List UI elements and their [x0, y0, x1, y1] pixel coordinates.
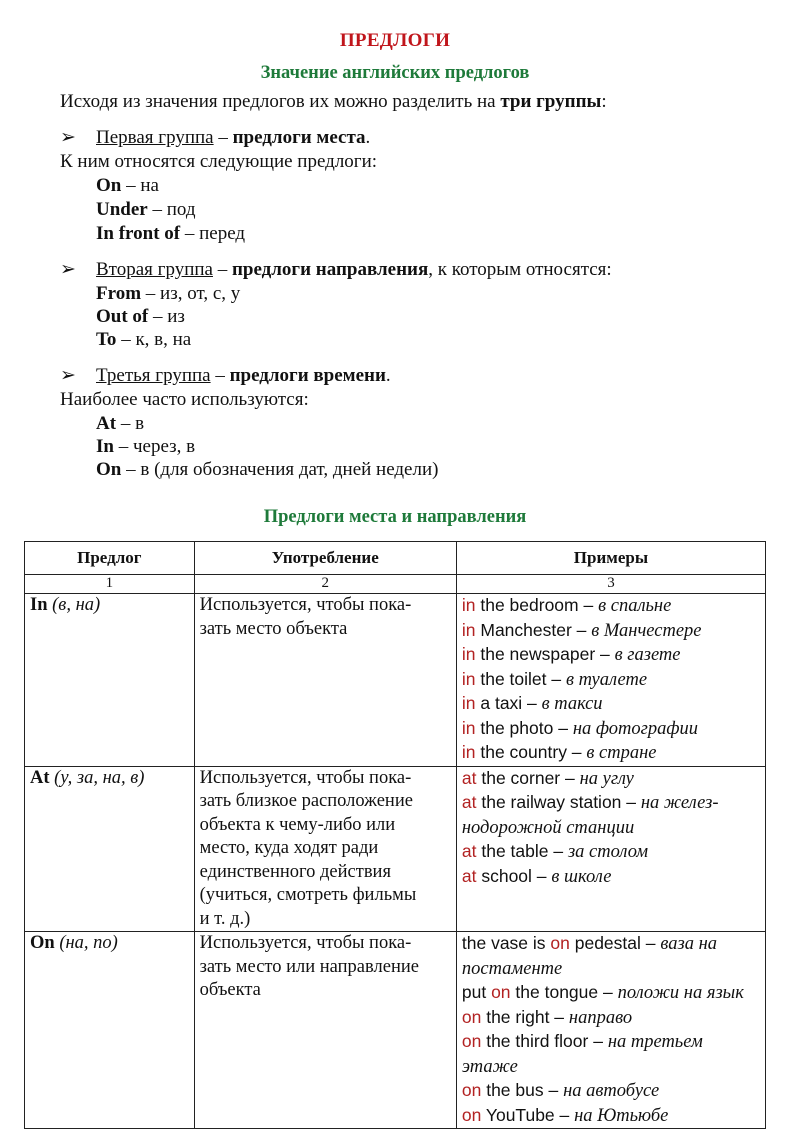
example-line	[462, 981, 760, 1006]
example-line	[462, 767, 760, 792]
example-line	[462, 1104, 760, 1129]
group-name: Первая группа	[96, 127, 214, 148]
section-subtitle-table: Предлоги места и направления	[263, 507, 527, 527]
column-number: 2	[194, 575, 456, 594]
usage-line: зать место или направление	[199, 956, 419, 977]
preposition-word: On	[30, 933, 55, 953]
group-tail: .	[385, 365, 391, 386]
section-subtitle-meaning: Значение английских предлогов	[260, 63, 530, 83]
group-tail: , к которым относятся:	[428, 259, 612, 280]
example-phrase: YouTube –	[481, 1104, 575, 1125]
preposition-word: In front of	[96, 223, 181, 244]
example-phrase: the third floor –	[481, 1031, 608, 1051]
dash: –	[210, 365, 230, 386]
preposition-word: Out of	[96, 306, 149, 327]
example-keyword: in	[461, 717, 476, 738]
column-number: 1	[25, 575, 195, 594]
example-translation: на третьем	[607, 1032, 703, 1052]
examples-cell	[456, 594, 765, 767]
example-translation: в такси	[541, 694, 603, 714]
page-title: ПРЕДЛОГИ	[339, 30, 451, 51]
preposition-meaning: – из, от, с, у	[141, 283, 241, 304]
example-translation: ваза на	[660, 934, 718, 954]
usage-line: место, куда ходят ради	[199, 838, 379, 858]
preposition-translation: (у, за, на, в)	[49, 767, 145, 788]
arrow-icon: ➢	[60, 127, 76, 148]
example-phrase: the corner –	[476, 767, 580, 788]
group-heading-3	[60, 364, 391, 388]
preposition-item	[96, 412, 144, 436]
example-line	[462, 594, 760, 619]
example-line	[462, 1030, 760, 1055]
group-name: Вторая группа	[96, 259, 213, 280]
example-phrase: a taxi –	[475, 693, 542, 713]
example-translation: в туалете	[565, 669, 648, 690]
example-translation: в школе	[551, 866, 612, 887]
usage-line: объекта к чему-либо или	[199, 814, 396, 835]
example-keyword: in	[461, 619, 476, 640]
column-number: 3	[456, 575, 765, 594]
example-keyword: on	[461, 1006, 482, 1027]
example-translation: в Манчестере	[591, 620, 702, 641]
arrow-icon: ➢	[60, 365, 76, 386]
example-keyword: in	[461, 693, 476, 713]
example-keyword: at	[461, 767, 477, 788]
usage-cell	[194, 932, 456, 1129]
preposition-word: At	[30, 767, 50, 788]
group-name: Третья группа	[96, 365, 211, 386]
example-translation: в стране	[586, 743, 657, 763]
usage-line: объекта	[199, 980, 261, 1000]
example-line	[462, 1079, 760, 1104]
preposition-word: In	[96, 436, 114, 457]
column-header: Употребление	[194, 542, 456, 575]
example-phrase: pedestal –	[569, 933, 661, 953]
example-keyword: on	[461, 1031, 482, 1051]
preposition-word: In	[30, 595, 48, 615]
preposition-word: From	[96, 283, 142, 304]
preposition-meaning: – в (для обозначения дат, дней недели)	[121, 459, 439, 480]
table-row	[25, 932, 766, 1129]
usage-line: Используется, чтобы пока-	[199, 767, 412, 788]
column-number-row	[25, 575, 766, 594]
intro-text: Исходя из значения предлогов их можно разделить на	[60, 91, 501, 112]
example-line-continued	[462, 816, 760, 841]
preposition-item	[96, 435, 195, 459]
example-translation: на углу	[579, 768, 634, 789]
usage-line: Используется, чтобы пока-	[199, 595, 412, 615]
example-phrase: the newspaper –	[475, 644, 615, 664]
example-line	[462, 741, 760, 766]
group-heading-1	[60, 126, 370, 150]
preposition-meaning: – на	[121, 175, 159, 196]
column-header: Примеры	[456, 542, 765, 575]
example-keyword: in	[461, 742, 476, 762]
example-line	[462, 668, 760, 693]
example-keyword: at	[461, 792, 477, 812]
preposition-item	[96, 198, 196, 222]
example-translation: на автобусе	[563, 1081, 660, 1101]
dash: –	[212, 259, 232, 280]
example-phrase: the bus –	[481, 1080, 564, 1100]
example-phrase: Manchester –	[475, 619, 592, 640]
preposition-meaning: – через, в	[113, 436, 196, 457]
example-phrase: the toilet –	[475, 668, 566, 689]
example-keyword: in	[461, 668, 476, 689]
example-keyword: at	[461, 841, 477, 861]
usage-line: (учиться, смотреть фильмы	[199, 885, 417, 905]
preposition-item	[96, 174, 159, 198]
prepositions-table	[24, 541, 766, 1129]
preposition-meaning: – перед	[180, 223, 246, 244]
group-desc-1: К ним относятся следующие предлоги:	[60, 151, 378, 172]
preposition-word: On	[96, 175, 122, 196]
example-phrase: the bedroom –	[475, 595, 599, 615]
preposition-word: To	[96, 329, 117, 350]
examples-cell	[456, 766, 765, 932]
preposition-item	[96, 222, 245, 246]
preposition-word: On	[96, 459, 122, 480]
example-line	[462, 643, 760, 668]
group-heading-2	[60, 258, 612, 282]
usage-line: зать место объекта	[199, 618, 348, 639]
example-line-continued	[462, 1055, 760, 1080]
example-line-continued	[462, 957, 760, 982]
example-line	[462, 619, 760, 644]
arrow-icon: ➢	[60, 259, 76, 280]
table-body	[25, 594, 766, 1129]
preposition-cell	[25, 594, 195, 767]
example-translation: направо	[568, 1007, 633, 1028]
example-keyword: on	[461, 1080, 482, 1100]
example-translation: нодорожной станции	[461, 817, 635, 838]
example-translation: на фотографии	[572, 718, 698, 739]
preposition-item	[96, 282, 240, 306]
example-line	[462, 791, 760, 816]
group-type: предлоги места	[232, 127, 366, 148]
example-translation: за столом	[567, 842, 649, 862]
preposition-meaning: – из	[148, 306, 185, 327]
example-keyword: at	[461, 865, 477, 886]
preposition-cell	[25, 766, 195, 932]
example-phrase: the tongue –	[510, 982, 618, 1002]
example-line	[462, 865, 760, 890]
example-phrase: the railway station –	[476, 792, 641, 812]
preposition-meaning: – под	[147, 199, 196, 220]
usage-line: зать близкое расположение	[199, 791, 413, 811]
example-keyword: in	[461, 644, 476, 664]
table-row	[25, 594, 766, 767]
group-desc-3: Наиболее часто используются:	[60, 389, 309, 410]
intro-end: :	[601, 91, 607, 112]
usage-line: Используется, чтобы пока-	[199, 933, 412, 953]
table-row	[25, 766, 766, 932]
example-translation: этаже	[461, 1056, 518, 1077]
column-header: Предлог	[25, 542, 195, 575]
group-type: предлоги времени	[229, 365, 386, 386]
usage-cell	[194, 594, 456, 767]
example-keyword: on	[461, 1104, 482, 1125]
example-line	[462, 840, 760, 865]
example-line	[462, 932, 760, 957]
usage-line: и т. д.)	[199, 908, 251, 929]
example-phrase: the country –	[475, 742, 587, 762]
preposition-item	[96, 458, 438, 482]
example-prefix: the vase is	[461, 933, 551, 953]
example-phrase: the table –	[476, 841, 568, 861]
preposition-word: At	[96, 413, 117, 434]
preposition-item	[96, 305, 185, 329]
example-keyword: on	[550, 933, 570, 953]
example-translation: на желез-	[640, 793, 719, 813]
dash: –	[213, 127, 233, 148]
example-prefix: put	[461, 982, 492, 1002]
example-phrase: the right –	[481, 1006, 569, 1027]
preposition-translation: (на, по)	[54, 933, 118, 953]
usage-cell	[194, 766, 456, 932]
example-translation: в газете	[614, 645, 681, 665]
preposition-cell	[25, 932, 195, 1129]
preposition-meaning: – к, в, на	[116, 329, 192, 350]
intro-bold: три группы	[500, 91, 602, 112]
group-type: предлоги направления	[231, 259, 429, 280]
example-translation: постаменте	[461, 958, 563, 979]
example-line	[462, 1006, 760, 1031]
example-translation: в спальне	[598, 596, 672, 616]
preposition-translation: (в, на)	[47, 595, 101, 615]
examples-cell	[456, 932, 765, 1129]
example-line	[462, 717, 760, 742]
example-line	[462, 692, 760, 717]
example-phrase: school –	[476, 865, 552, 886]
preposition-item	[96, 328, 191, 352]
preposition-word: Under	[96, 199, 148, 220]
example-keyword: in	[461, 595, 476, 615]
example-translation: на Ютьюбе	[574, 1105, 669, 1126]
example-phrase: the photo –	[475, 717, 573, 738]
usage-line: единственного действия	[199, 861, 391, 882]
table-header-row	[25, 542, 766, 575]
example-translation: положи на язык	[617, 983, 744, 1003]
intro-line	[60, 90, 607, 114]
example-keyword: on	[491, 982, 511, 1002]
group-tail: .	[365, 127, 371, 148]
preposition-meaning: – в	[116, 413, 145, 434]
